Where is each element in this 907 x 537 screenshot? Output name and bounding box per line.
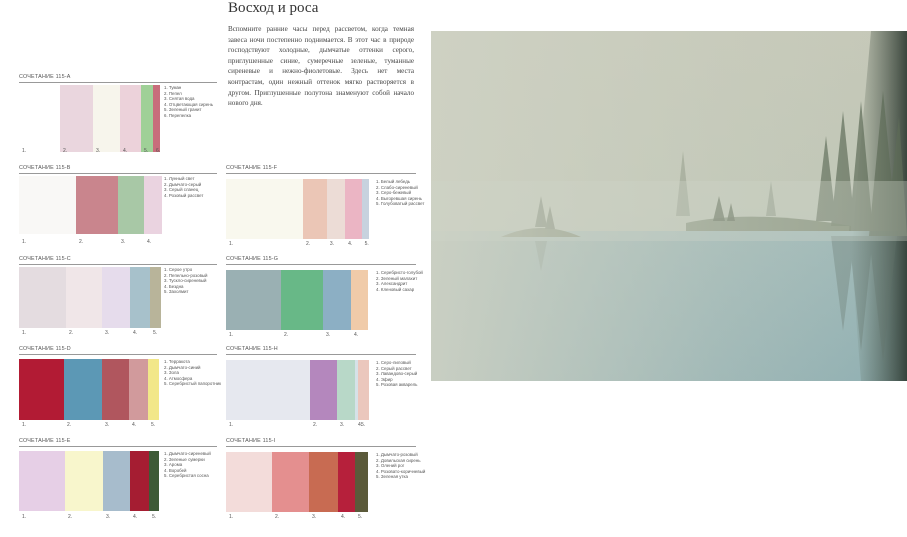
swatch-strip bbox=[226, 179, 369, 239]
swatch-number: 2. bbox=[68, 514, 73, 520]
color-swatch-5 bbox=[355, 452, 368, 512]
legend-item: 1. Белый лебедь bbox=[376, 179, 411, 184]
legend-item: 6. Перепелка bbox=[164, 112, 192, 118]
swatch-number: 1. bbox=[229, 241, 234, 247]
color-swatch-4 bbox=[129, 359, 148, 420]
legend-item: 1. Серо-лиловый bbox=[376, 360, 411, 365]
swatch-strip bbox=[19, 359, 159, 420]
swatch-number: 2. bbox=[284, 332, 289, 338]
color-swatch-5 bbox=[358, 360, 369, 420]
swatch-number: 4. bbox=[133, 330, 138, 336]
legend-item: 5. Серебристый папоротник bbox=[164, 381, 222, 386]
divider bbox=[19, 264, 217, 265]
legend-item: 3. Тускло-сиреневый bbox=[164, 278, 207, 283]
combination-title: СОЧЕТАНИЕ 115-I bbox=[226, 438, 276, 444]
legend-item: 1. Серое утро bbox=[164, 267, 193, 272]
swatch-number: 2. bbox=[63, 148, 68, 154]
combination-title: СОЧЕТАНИЕ 115-H bbox=[226, 346, 278, 352]
swatch-number: 2. bbox=[275, 514, 280, 520]
color-swatch-5 bbox=[149, 451, 159, 511]
color-legend bbox=[164, 267, 222, 295]
swatch-number: 5. bbox=[153, 330, 158, 336]
swatch-strip bbox=[19, 451, 159, 511]
color-legend bbox=[376, 270, 426, 292]
swatch-number: 2. bbox=[79, 239, 84, 245]
color-swatch-3 bbox=[309, 452, 338, 512]
legend-item: 2. Пепел bbox=[164, 90, 182, 96]
color-swatch-5 bbox=[150, 267, 161, 328]
page-title: Восход и роса bbox=[228, 0, 319, 16]
swatch-number: 5. bbox=[361, 422, 366, 428]
color-swatch-1 bbox=[226, 270, 281, 330]
swatch-number: 1. bbox=[229, 332, 234, 338]
divider bbox=[226, 264, 416, 265]
legend-item: 5. Зеленая утка bbox=[376, 474, 408, 479]
color-swatch-2 bbox=[76, 176, 118, 234]
legend-item: 1. Лунный свет bbox=[164, 176, 195, 181]
legend-item: 2. Пепельно-розовый bbox=[164, 272, 208, 278]
misty-lake-photo bbox=[431, 31, 907, 381]
color-swatch-3 bbox=[327, 179, 345, 239]
color-swatch-4 bbox=[144, 176, 162, 234]
swatch-number: 3. bbox=[105, 422, 110, 428]
swatch-number: 4. bbox=[133, 514, 138, 520]
combination-title: СОЧЕТАНИЕ 115-F bbox=[226, 165, 278, 171]
legend-item: 4. Отцветающая сирень bbox=[164, 101, 213, 107]
legend-item: 3. Арома bbox=[164, 462, 183, 467]
swatch-number: 1. bbox=[22, 239, 27, 245]
color-legend bbox=[164, 176, 222, 198]
color-swatch-2 bbox=[310, 360, 337, 420]
color-swatch-3 bbox=[103, 451, 130, 511]
legend-item: 2. Серый рассвет bbox=[376, 365, 412, 371]
legend-item: 2. Зеленый малахит bbox=[376, 275, 418, 281]
legend-item: 4. Эфир bbox=[376, 376, 393, 382]
intro-paragraph: Вспомните ранние часы перед рассветом, когда темная завеса ночи постепенно поднимается. В этот час в природе господствуют холодные, дымчатые оттенки серого, приглушенные синие, сумеречные зеленые, туманные сиреневые и нежно-фиолетовые. Здесь нет места контрастам, один нежный оттенок мягко растворяется в другом. Приглушенные полутона знаменуют собой начало нового дня. bbox=[228, 25, 414, 108]
swatch-number: 5. bbox=[151, 422, 156, 428]
color-swatch-2 bbox=[66, 267, 102, 328]
color-swatch-3 bbox=[337, 360, 355, 420]
swatch-number: 3. bbox=[329, 241, 334, 247]
color-swatch-5 bbox=[141, 85, 153, 152]
legend-item: 1. Терракота bbox=[164, 359, 190, 364]
swatch-number: 5. bbox=[152, 514, 157, 520]
swatch-number: 2. bbox=[69, 330, 74, 336]
color-swatch-1 bbox=[226, 452, 272, 512]
legend-item: 4. Атмосфера bbox=[164, 375, 193, 381]
color-swatch-2 bbox=[60, 85, 93, 152]
color-swatch-2 bbox=[303, 179, 327, 239]
swatch-strip bbox=[226, 270, 368, 330]
swatch-strip bbox=[19, 176, 162, 234]
swatch-number: 3. bbox=[312, 514, 317, 520]
swatch-number: 4. bbox=[354, 332, 359, 338]
legend-item: 2. Зеленые сумерки bbox=[164, 456, 205, 462]
color-swatch-4 bbox=[130, 267, 150, 328]
legend-item: 3. Олений рог bbox=[376, 463, 405, 468]
color-legend bbox=[164, 451, 222, 479]
color-swatch-4 bbox=[130, 451, 149, 511]
legend-item: 3. Зола bbox=[164, 370, 179, 375]
swatch-number: 5. bbox=[144, 148, 149, 154]
misty-lake-illustration bbox=[431, 31, 907, 381]
swatch-number: 3. bbox=[105, 330, 110, 336]
legend-item: 5. Розовая акварель bbox=[376, 382, 418, 387]
color-swatch-1 bbox=[19, 85, 60, 152]
swatch-strip bbox=[19, 85, 160, 152]
swatch-number: 2. bbox=[306, 241, 311, 247]
combination-title: СОЧЕТАНИЕ 115-G bbox=[226, 256, 279, 262]
color-swatch-1 bbox=[19, 267, 66, 328]
legend-item: 2. Слабо-сиреневый bbox=[376, 184, 418, 190]
legend-item: 4. Выгоревшая сирень bbox=[376, 195, 422, 201]
divider bbox=[19, 446, 217, 447]
legend-item: 3. Серый сланец bbox=[164, 187, 199, 192]
divider bbox=[226, 354, 416, 355]
legend-item: 4. Розовато-коричневый bbox=[376, 468, 426, 474]
swatch-number: 5. bbox=[364, 241, 369, 247]
divider bbox=[226, 446, 416, 447]
combination-title: СОЧЕТАНИЕ 115-B bbox=[19, 165, 71, 171]
color-swatch-1 bbox=[19, 359, 64, 420]
legend-item: 5. Зеленый гранит bbox=[164, 107, 202, 112]
legend-item: 4. Воробей bbox=[164, 467, 187, 473]
color-swatch-2 bbox=[272, 452, 309, 512]
legend-item: 2. Довильская сирень bbox=[376, 457, 421, 463]
color-legend bbox=[376, 452, 426, 480]
divider bbox=[226, 173, 416, 174]
color-swatch-3 bbox=[102, 359, 129, 420]
color-legend bbox=[164, 85, 222, 118]
color-swatch-1 bbox=[19, 451, 65, 511]
legend-item: 3. Лавандово-серый bbox=[376, 371, 418, 376]
color-swatch-5 bbox=[148, 359, 159, 420]
divider bbox=[19, 173, 217, 174]
swatch-number: 4. bbox=[123, 148, 128, 154]
combination-title: СОЧЕТАНИЕ 115-A bbox=[19, 74, 71, 80]
swatch-strip bbox=[19, 267, 161, 328]
legend-item: 4. Розовый рассвет bbox=[164, 192, 204, 198]
divider bbox=[19, 82, 217, 83]
swatch-number: 3. bbox=[340, 422, 345, 428]
color-swatch-4 bbox=[345, 179, 362, 239]
color-swatch-3 bbox=[102, 267, 130, 328]
color-swatch-4 bbox=[338, 452, 355, 512]
swatch-number: 1. bbox=[22, 514, 27, 520]
swatch-number: 4. bbox=[358, 422, 363, 428]
legend-item: 3. Серо-бежевый bbox=[376, 190, 412, 195]
legend-item: 5. Захолмит bbox=[164, 289, 189, 294]
color-legend bbox=[376, 360, 426, 388]
swatch-number: 3. bbox=[106, 514, 111, 520]
swatch-number: 3. bbox=[121, 239, 126, 245]
color-swatch-1 bbox=[226, 360, 310, 420]
legend-item: 5. Серебристая сосна bbox=[164, 473, 209, 478]
color-swatch-5 bbox=[362, 179, 369, 239]
legend-item: 4. Бездна bbox=[164, 283, 184, 289]
swatch-number: 1. bbox=[22, 330, 27, 336]
color-legend bbox=[164, 359, 222, 387]
color-swatch-2 bbox=[65, 451, 103, 511]
swatch-number: 1. bbox=[229, 514, 234, 520]
legend-item: 2. Дымчато-серый bbox=[164, 181, 202, 187]
divider bbox=[19, 354, 217, 355]
combination-title: СОЧЕТАНИЕ 115-C bbox=[19, 256, 71, 262]
swatch-number: 6. bbox=[156, 148, 161, 154]
color-swatch-2 bbox=[281, 270, 323, 330]
color-swatch-2 bbox=[64, 359, 102, 420]
swatch-number: 1. bbox=[22, 422, 27, 428]
combination-title: СОЧЕТАНИЕ 115-D bbox=[19, 346, 71, 352]
swatch-number: 2. bbox=[67, 422, 72, 428]
swatch-number: 4. bbox=[348, 241, 353, 247]
swatch-strip bbox=[226, 360, 369, 420]
swatch-number: 3. bbox=[96, 148, 101, 154]
swatch-number: 5. bbox=[358, 514, 363, 520]
legend-item: 1. Туман bbox=[164, 85, 182, 90]
color-swatch-3 bbox=[93, 85, 120, 152]
legend-item: 3. Снятая вода bbox=[164, 96, 195, 101]
legend-item: 5. Голубоватый рассвет bbox=[376, 201, 425, 206]
legend-item: 1. Дымчато-сиреневый bbox=[164, 451, 211, 456]
color-legend bbox=[376, 179, 426, 207]
swatch-number: 2. bbox=[313, 422, 318, 428]
legend-item: 1. Серебристо-голубой bbox=[376, 270, 423, 275]
legend-item: 3. Александрит bbox=[376, 281, 408, 286]
combination-title: СОЧЕТАНИЕ 115-E bbox=[19, 438, 71, 444]
palette-page bbox=[0, 0, 425, 537]
swatch-number: 1. bbox=[22, 148, 27, 154]
legend-item: 4. Кленовый сахар bbox=[376, 286, 415, 292]
legend-item: 2. Дымчато-синий bbox=[164, 364, 201, 370]
color-swatch-6 bbox=[153, 85, 160, 152]
color-swatch-3 bbox=[323, 270, 351, 330]
legend-item: 1. Дымчато-розовый bbox=[376, 452, 418, 457]
color-swatch-4 bbox=[120, 85, 141, 152]
color-swatch-4 bbox=[351, 270, 368, 330]
color-swatch-1 bbox=[226, 179, 303, 239]
color-swatch-3 bbox=[118, 176, 144, 234]
swatch-number: 4. bbox=[132, 422, 137, 428]
swatch-number: 1. bbox=[229, 422, 234, 428]
swatch-number: 4. bbox=[147, 239, 152, 245]
color-swatch-1 bbox=[19, 176, 76, 234]
swatch-number: 3. bbox=[326, 332, 331, 338]
swatch-strip bbox=[226, 452, 368, 512]
swatch-number: 4. bbox=[341, 514, 346, 520]
